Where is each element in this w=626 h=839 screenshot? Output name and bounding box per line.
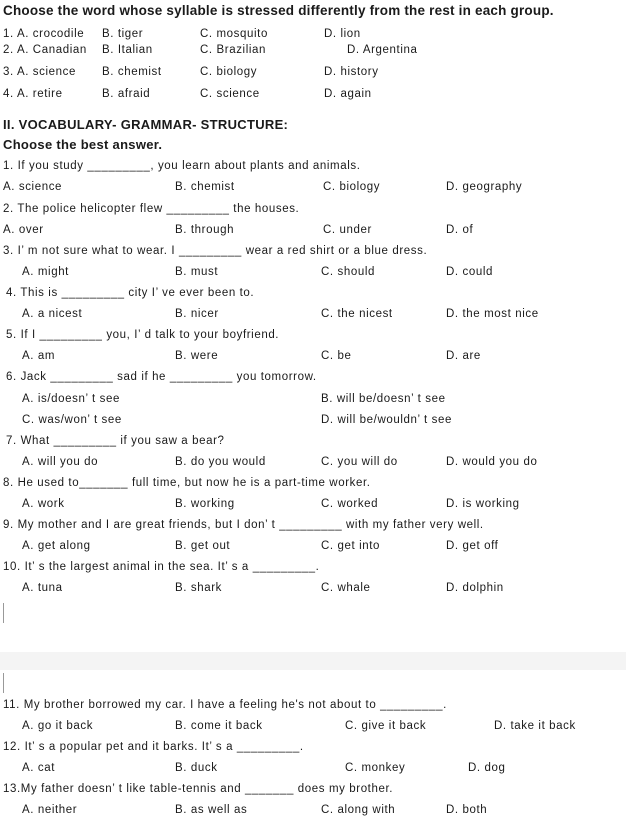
q11-option-a: A. go it back [22,720,94,732]
q12-option-d: D. dog [468,762,506,774]
q7-option-a: A. will you do [22,456,99,468]
q5-option-a: A. am [22,350,56,362]
s1-row3-c: C. biology [200,66,258,78]
q12-option-c: C. monkey [345,762,406,774]
q13-option-c: C. along with [321,804,396,816]
q9-option-c: C. get into [321,540,381,552]
q12-option-b: B. duck [175,762,218,774]
q7-option-d: D. would you do [446,456,538,468]
q11-option-d: D. take it back [494,720,576,732]
q3-option-d: D. could [446,266,493,278]
q13-option-d: D. both [446,804,488,816]
q2-option-b: B. through [175,224,235,236]
question-5: 5. If I _________ you, I’ d talk to your boyfriend. [6,329,280,341]
q4-option-a: A. a nicest [22,308,83,320]
page-edge-marker-bottom [3,673,4,693]
q1-option-b: B. chemist [175,181,235,193]
q4-option-d: D. the most nice [446,308,539,320]
q3-option-b: B. must [175,266,219,278]
s1-row1-a: 1. A. crocodile [3,28,85,40]
q7-option-c: C. you will do [321,456,398,468]
question-9: 9. My mother and I are great friends, but I don’ t _________ with my father very well. [3,519,484,531]
q11-option-c: C. give it back [345,720,427,732]
q6-option-d: D. will be/wouldn’ t see [321,414,452,426]
q3-option-c: C. should [321,266,375,278]
q8-option-b: B. working [175,498,235,510]
s1-row1-c: C. mosquito [200,28,268,40]
q4-option-c: C. the nicest [321,308,393,320]
question-8: 8. He used to_______ full time, but now he is a part-time worker. [3,477,371,489]
section2-subtitle: Choose the best answer. [3,137,163,152]
q1-option-d: D. geography [446,181,523,193]
q10-option-a: A. tuna [22,582,63,594]
q9-option-d: D. get off [446,540,499,552]
q10-option-c: C. whale [321,582,371,594]
s1-row2-d: D. Argentina [347,44,418,56]
q2-option-a: A. over [3,224,44,236]
question-13: 13.My father doesn’ t like table-tennis and _______ does my brother. [3,783,394,795]
q13-option-a: A. neither [22,804,78,816]
section1-title: Choose the word whose syllable is stressed differently from the rest in each group. [3,3,554,18]
question-10: 10. It’ s the largest animal in the sea. It’ s a _________. [3,561,320,573]
q10-option-d: D. dolphin [446,582,504,594]
s1-row1-b: B. tiger [102,28,144,40]
q2-option-c: C. under [323,224,372,236]
q4-option-b: B. nicer [175,308,219,320]
q2-option-d: D. of [446,224,474,236]
q11-option-b: B. come it back [175,720,263,732]
section2-title: II. VOCABULARY- GRAMMAR- STRUCTURE: [3,117,289,132]
q6-option-c: C. was/won’ t see [22,414,122,426]
s1-row3-a: 3. A. science [3,66,77,78]
q9-option-a: A. get along [22,540,91,552]
page-edge-marker-top [3,603,4,623]
q8-option-a: A. work [22,498,65,510]
s1-row4-d: D. again [324,88,372,100]
s1-row2-a: 2. A. Canadian [3,44,87,56]
s1-row2-c: C. Brazilian [200,44,266,56]
question-3: 3. I’ m not sure what to wear. I _________ wear a red shirt or a blue dress. [3,245,428,257]
q6-option-a: A. is/doesn’ t see [22,393,120,405]
s1-row2-b: B. Italian [102,44,153,56]
question-12: 12. It’ s a popular pet and it barks. It’ s a _________. [3,741,304,753]
question-11: 11. My brother borrowed my car. I have a feeling he's not about to _________. [3,699,447,711]
q10-option-b: B. shark [175,582,222,594]
s1-row4-b: B. afraid [102,88,151,100]
s1-row4-c: C. science [200,88,260,100]
question-2: 2. The police helicopter flew _________ the houses. [3,203,300,215]
s1-row3-d: D. history [324,66,379,78]
question-7: 7. What _________ if you saw a bear? [6,435,225,447]
s1-row1-d: D. lion [324,28,361,40]
q1-option-a: A. science [3,181,63,193]
q1-option-c: C. biology [323,181,381,193]
q12-option-a: A. cat [22,762,56,774]
q5-option-b: B. were [175,350,219,362]
q6-option-b: B. will be/doesn’ t see [321,393,446,405]
question-6: 6. Jack _________ sad if he _________ you tomorrow. [6,371,317,383]
q13-option-b: B. as well as [175,804,248,816]
page-break [0,652,626,670]
q3-option-a: A. might [22,266,69,278]
q8-option-c: C. worked [321,498,379,510]
question-4: 4. This is _________ city I’ ve ever been to. [6,287,255,299]
s1-row4-a: 4. A. retire [3,88,63,100]
question-1: 1. If you study _________, you learn about plants and animals. [3,160,361,172]
q5-option-c: C. be [321,350,352,362]
s1-row3-b: B. chemist [102,66,162,78]
q8-option-d: D. is working [446,498,520,510]
q7-option-b: B. do you would [175,456,266,468]
q5-option-d: D. are [446,350,481,362]
q9-option-b: B. get out [175,540,231,552]
